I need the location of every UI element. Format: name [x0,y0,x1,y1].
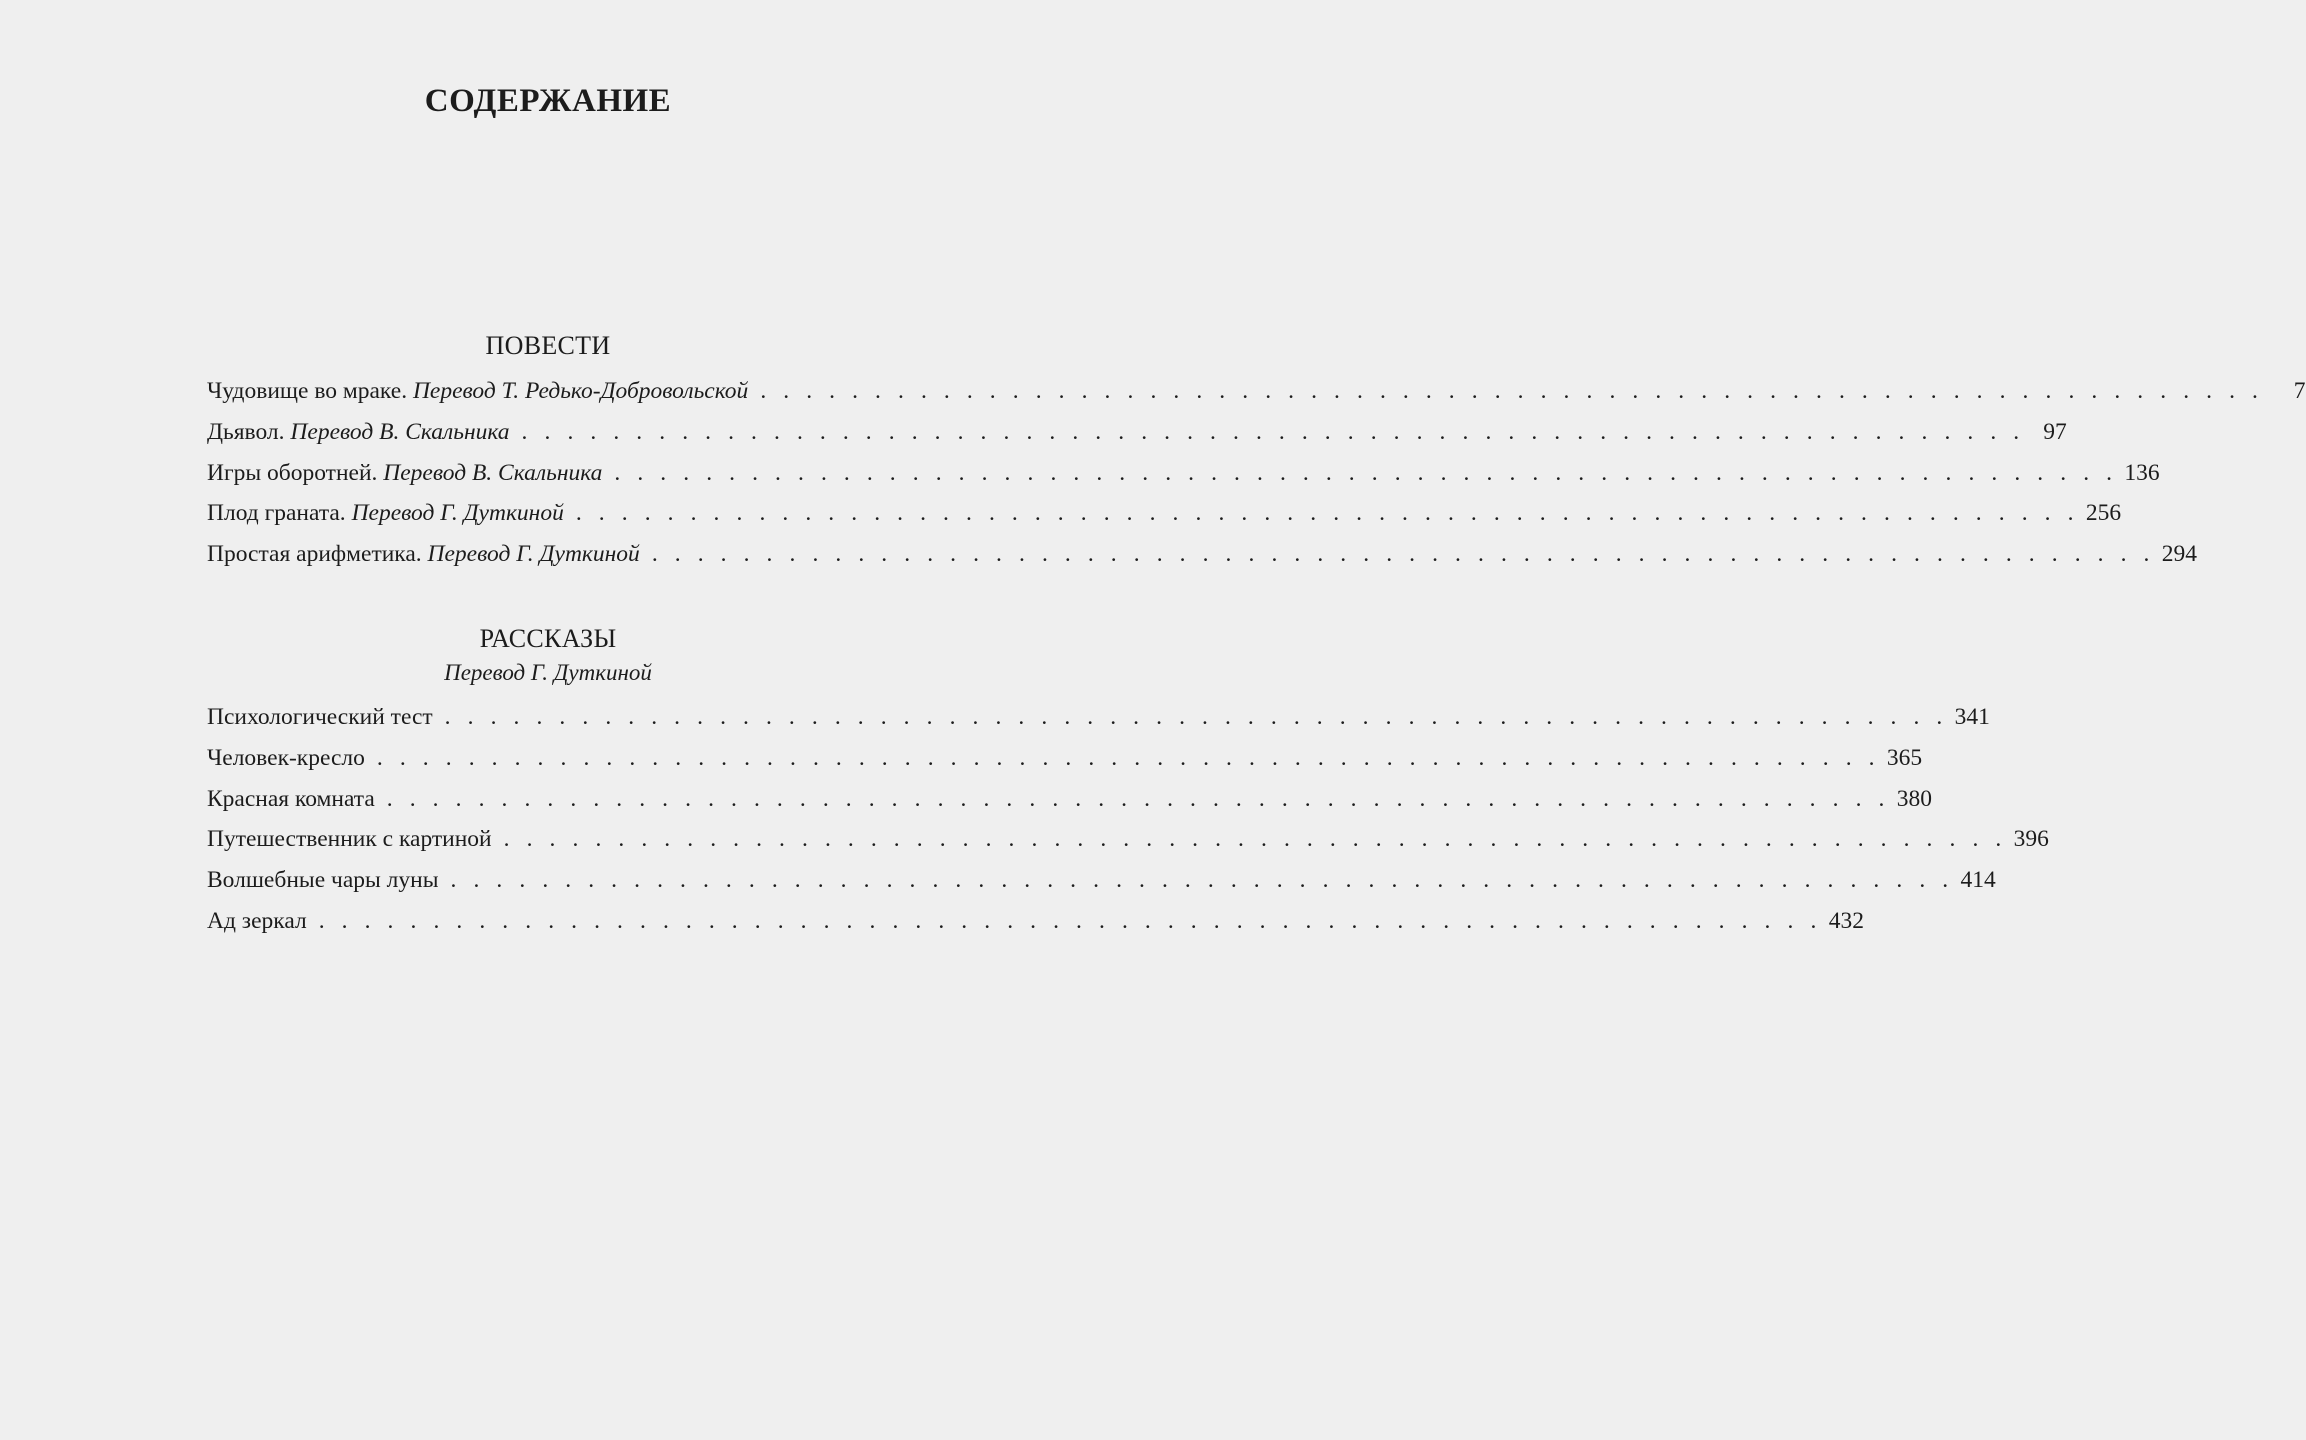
dot-leader: . . . . . . . . . . . . . . . . . . . . . . . . . . . . . . . . . . . . . . . . . . . . . . . . . . . . . . . . . . . . . . . . . . [450,867,1954,893]
toc-entry-title: Дьявол. [207,418,285,445]
dot-leader: . . . . . . . . . . . . . . . . . . . . . . . . . . . . . . . . . . . . . . . . . . . . . . . . . . . . . . . . . . . . . . . . . . [760,378,2264,404]
toc-list-rasskazy [207,704,2049,949]
dot-leader: . . . . . . . . . . . . . . . . . . . . . . . . . . . . . . . . . . . . . . . . . . . . . . . . . . . . . . . . . . . . . . . . . . [521,418,2025,445]
page-title: СОДЕРЖАНИЕ [424,83,672,119]
toc-entry-title: Плод граната. [207,500,346,527]
toc-entry-translator: Перевод В. Скальника [383,459,603,486]
toc-entry-label [207,378,760,405]
toc-entry-page: 432 [1828,907,1864,934]
section-translator-note: Перевод Г. Дуткиной [444,660,652,685]
toc-entry-title: Путешественник с картиной [207,826,492,853]
dot-leader: . . . . . . . . . . . . . . . . . . . . . . . . . . . . . . . . . . . . . . . . . . . . . . . . . . . . . . . . . . . . . . . . . . [575,500,2080,527]
toc-entry-translator: Перевод Т. Редько-Добровольской [412,378,749,404]
toc-entry-label [207,460,614,487]
toc-entry[interactable] [207,907,1864,949]
toc-entry-title: Красная комната [207,785,375,812]
toc-entry-page: 97 [2043,418,2067,445]
toc-entry-label [207,500,576,527]
toc-entry[interactable] [207,418,2067,460]
toc-entry-page: 341 [1954,704,1990,730]
toc-entry-title: Ад зеркал [207,907,307,934]
toc-entry-title: Волшебные чары луны [207,867,439,893]
toc-entry[interactable] [207,704,1990,745]
toc-entry-page: 256 [2085,500,2122,527]
dot-leader: . . . . . . . . . . . . . . . . . . . . . . . . . . . . . . . . . . . . . . . . . . . . . . . . . . . . . . . . . . . . . . . . . . [651,541,2156,567]
toc-entry-title: Психологический тест [207,704,433,730]
toc-entry-page: 294 [2161,541,2198,567]
toc-entry[interactable] [207,500,2122,541]
toc-entry-page: 136 [2124,459,2160,486]
toc-entry-translator: Перевод В. Скальника [290,418,510,445]
toc-entry[interactable] [207,541,2198,582]
dot-leader: . . . . . . . . . . . . . . . . . . . . . . . . . . . . . . . . . . . . . . . . . . . . . . . . . . . . . . . . . . . . . . . . . . [318,907,1822,934]
toc-entry[interactable] [207,785,1932,827]
toc-entry-label [207,419,522,446]
dot-leader: . . . . . . . . . . . . . . . . . . . . . . . . . . . . . . . . . . . . . . . . . . . . . . . . . . . . . . . . . . . . . . . . . . [386,785,1890,812]
toc-entry-translator: Перевод Г. Дуткиной [351,500,564,527]
toc-entry-page: 396 [2013,826,2049,853]
toc-entry[interactable] [207,826,2049,867]
toc-entry-label [207,541,652,568]
toc-entry-title: Человек-кресло [207,744,365,771]
toc-entry-translator: Перевод Г. Дуткиной [427,541,640,567]
toc-entry-page: 365 [1886,744,1923,771]
section-heading-povesti: ПОВЕСТИ [485,331,611,360]
section-heading-rasskazy: РАССКАЗЫ [479,624,617,653]
dot-leader: . . . . . . . . . . . . . . . . . . . . . . . . . . . . . . . . . . . . . . . . . . . . . . . . . . . . . . . . . . . . . . . . . . [614,459,2118,486]
toc-entry[interactable] [207,867,1996,908]
toc-entry-page: 380 [1896,785,1932,812]
toc-entry[interactable] [207,459,2160,501]
toc-entry[interactable] [207,744,1923,786]
toc-entry-page: 7 [2293,378,2306,404]
toc-entry-page: 414 [1960,867,1996,893]
toc-entry[interactable] [207,378,2306,419]
toc-entry-title: Игры оборотней. [207,459,378,486]
dot-leader: . . . . . . . . . . . . . . . . . . . . . . . . . . . . . . . . . . . . . . . . . . . . . . . . . . . . . . . . . . . . . . . . . . [503,826,2007,853]
toc-entry-title: Чудовище во мраке. [207,378,408,404]
toc-entry-title: Простая арифметика. [207,541,422,567]
toc-list-povesti [207,378,2306,582]
dot-leader: . . . . . . . . . . . . . . . . . . . . . . . . . . . . . . . . . . . . . . . . . . . . . . . . . . . . . . . . . . . . . . . . . . [444,704,1948,730]
dot-leader: . . . . . . . . . . . . . . . . . . . . . . . . . . . . . . . . . . . . . . . . . . . . . . . . . . . . . . . . . . . . . . . . . . [376,744,1881,771]
